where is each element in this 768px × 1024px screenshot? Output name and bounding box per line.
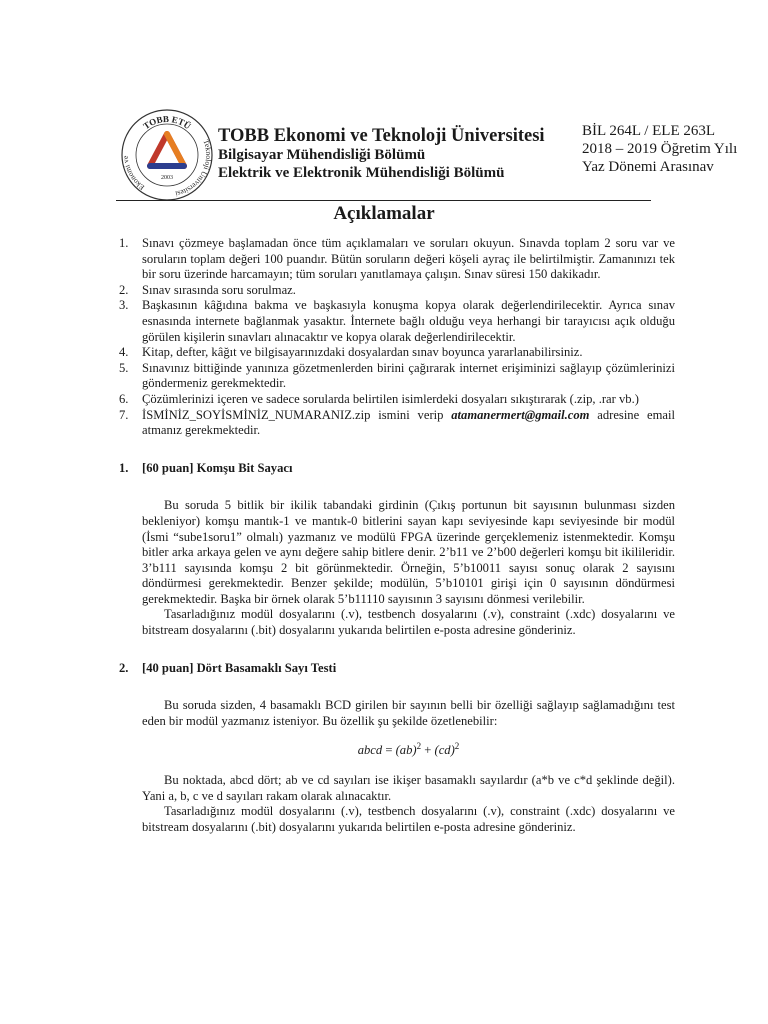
instruction-item: 1. Sınavı çözmeye başlamadan önce tüm açıklamaları ve soruları okuyun. Sınavda toplam 2 soru var ve soruların toplam değeri 100 puandır. Bütün soruların değeri köşeli ayraç ile belirtilmiştir. Zamanınızı tek bir soru üzerinde harcamayın; tüm soruları yanıtlamaya çalışın. Sınav süresi 150 dakikadır. (119, 236, 675, 282)
logo-text-right: Teknoloji Üniversitesi (174, 138, 214, 199)
logo-text-left: Ekonomi ve (120, 155, 147, 193)
question-1-heading: 1. [60 puan] Komşu Bit Sayacı (119, 460, 293, 475)
exam-name: Yaz Dönemi Arasınav (582, 159, 714, 175)
university-name: TOBB Ekonomi ve Teknoloji Üniversitesi (218, 126, 545, 146)
question-1-text: Bu soruda 5 bitlik bir ikilik tabandaki girdinin (Çıkış portunun bit sayısının bulunması sizden bekleniyor) komşu mantık-1 ve mantık-0 bitlerini sayan kapı seviyesinde kapı seviyesinde bir modül (İsmi “sube1soru1” olmalı) yazmanız ve modülü FPGA üzerinde gerçeklemeniz istenmektedir. Komşu bitler arka arkaya gelen ve aynı değere sahip bitlere denir. 2’b11 ve 2’b00 değerleri komşu bit ikilileridir. 3’b111 sayısında komşu 2 bit görünmektedir. Örneğin, 5’b10011 sayısı sonuç olarak 2 sayısını döndürmesi gerekmektedir. Benzer şekilde; modülün, 5’b10101 girişi için 0 sayısının döndürmesi gerekmektedir. Başka bir örnek olarak 5’b11110 sayısının 3 sayısını dönmesi verilebilir. (142, 498, 675, 606)
question-2-note: Bu noktada, abcd dört; ab ve cd sayıları ise ikişer basamaklı sayılardır (a*b ve c*d şeklinde değil). Yani a, b, c ve d sayıları rakam olarak alınacaktır. (142, 773, 675, 803)
instruction-item: 6. Çözümlerinizi içeren ve sadece sorularda belirtilen isimlerdeki dosyaları sıkıştırarak (.zip, .rar vb.) (119, 391, 639, 406)
logo-year: 2003 (161, 175, 173, 181)
instruction-item: 4. Kitap, defter, kâğıt ve bilgisayarınızdaki dosyalardan sınav boyunca yararlanabilirsiniz. (119, 345, 583, 360)
question-1-submission: Tasarladığınız modül dosyalarını (.v), testbench dosyalarını (.v), constraint (.xdc) dosyalarını ve bitstream dosyalarını (.bit) dosyalarını yukarıda belirtilen e-posta adresine gönderiniz. (142, 607, 675, 638)
course-info (582, 122, 737, 176)
instructions-list (116, 236, 675, 439)
email-address: atamanermert@gmail.com (451, 407, 590, 422)
department-electrical: Elektrik ve Elektronik Mühendisliği Bölümü (218, 165, 505, 181)
formula: abcd = (ab)$^2$ + (cd)$^2$ (357, 741, 460, 758)
question-2-text: Bu soruda sizden, 4 basamaklı BCD girilen bir sayının belli bir özelliği sağlayıp sağlamadığını test eden bir modül yazmanız isteniyor. Bu özellik şu şekilde özetlenebilir: (142, 698, 675, 728)
svg-text:TOBB ETÜ (141, 114, 193, 131)
header-divider (116, 200, 651, 201)
instruction-item: 2. Sınav sırasında soru sorulmaz. (119, 282, 296, 297)
instruction-item: 3. Başkasının kâğıdına bakma ve başkasıyla konuşma kopya olarak değerlendirilecektir. Ayrıca sınav esnasında internete bağlanmak yasaktır. İnternete bağlı olduğu veya herhangi bir tarayıcısı açık olduğu görülen kişilerin sınavları alınacaktır ve kopya olarak değerlendirilecektir. (119, 298, 675, 344)
academic-term: 2018 – 2019 Öğretim Yılı (582, 141, 738, 157)
instruction-item: 5. Sınavınız bittiğinde yanınıza gözetmenlerden birini çağırarak internet erişiminizi sağlayıp çözümlerinizi göndermeniz gerekmektedir. (119, 360, 675, 391)
page-title: Açıklamalar (333, 203, 435, 224)
question-2-submission: Tasarladığınız modül dosyalarını (.v), testbench dosyalarını (.v), constraint (.xdc) dosyalarını ve bitstream dosyalarını (.bit) dosyalarını yukarıda belirtilen e-posta adresine gönderiniz. (142, 804, 675, 834)
question-2-heading: 2. [40 puan] Dört Basamaklı Sayı Testi (119, 660, 337, 675)
department-computer: Bilgisayar Mühendisliği Bölümü (218, 147, 426, 163)
instruction-item: 7. İSMİNİZ_SOYİSMİNİZ_NUMARANIZ.zip ismini verip atamanermert@gmail.com adresine email atmanız gerekmektedir. (119, 407, 675, 438)
university-logo (120, 108, 214, 202)
document-body (116, 236, 675, 836)
course-code: BİL 264L / ELE 263L (582, 123, 716, 139)
logo-text-top: TOBB ETÜ (141, 113, 193, 132)
